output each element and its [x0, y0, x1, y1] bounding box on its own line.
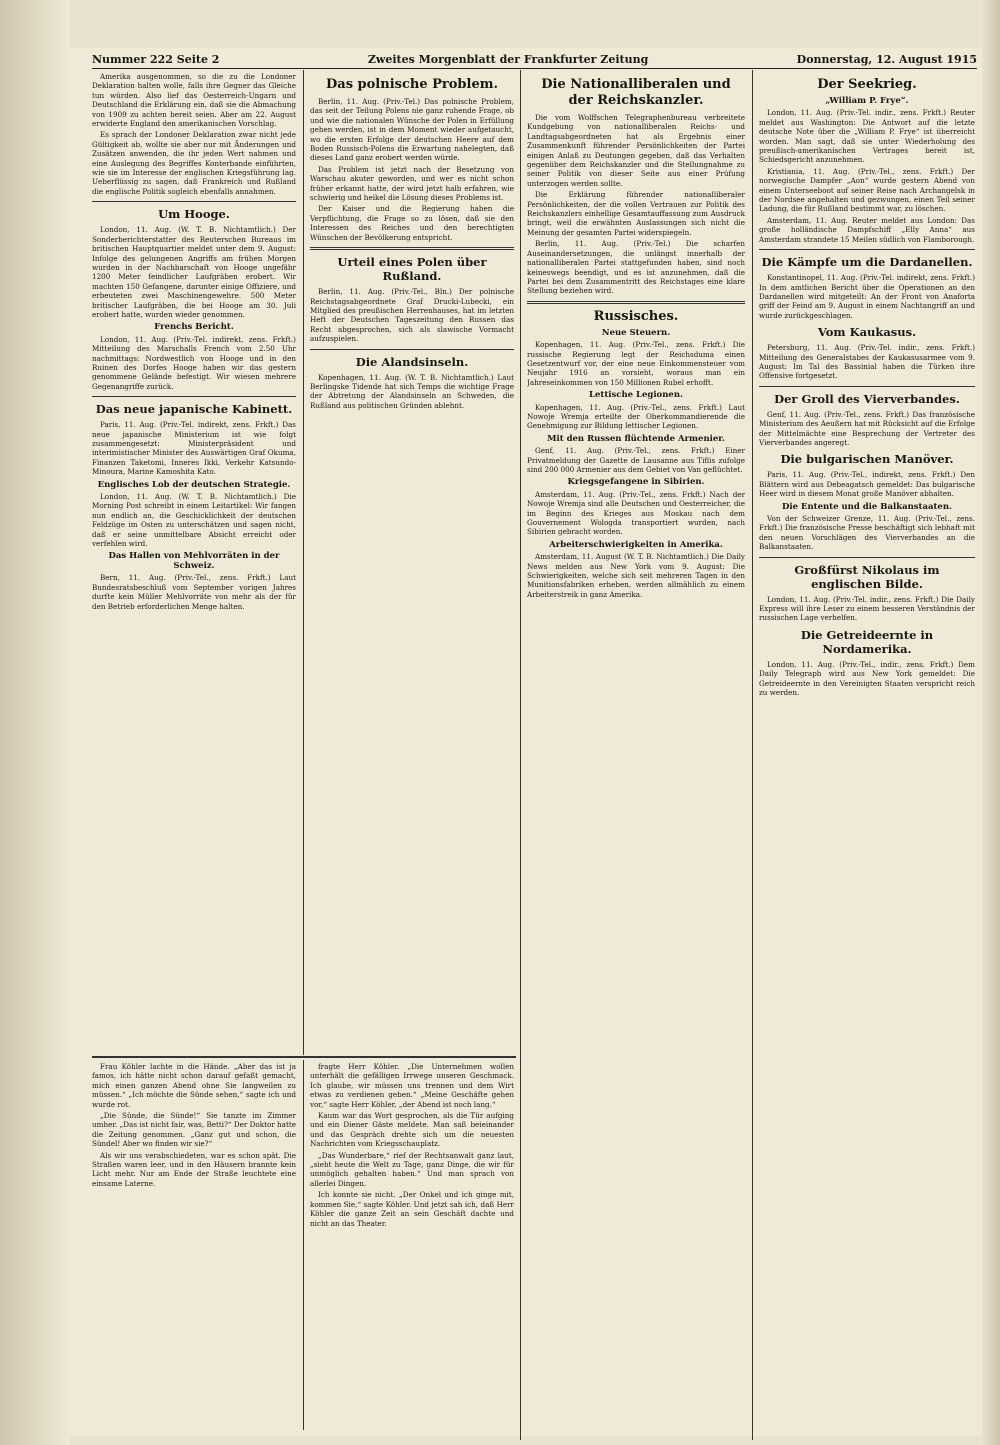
feuilleton-text: „Die Sünde, die Sünde!“ Sie tanzte im Zimmer umher. „Das ist nicht fair, was, Betti?“ Der Doktor hatte die Zeitung genommen. „Ganz gut und schon, die Sündel! Aber wo finden wir sie?“ [92, 1111, 296, 1149]
article-text: Amsterdam, 11. Aug. Reuter meldet aus London: Das große holländische Dampfschiff „Elly Anna“ aus Amsterdam strandete 15 Meilen südlich von Flamborough. [759, 215, 975, 244]
divider [310, 349, 514, 350]
article-heading: Um Hooge. [158, 207, 230, 222]
divider [92, 201, 296, 202]
article-heading: Der Seekrieg. [817, 77, 917, 92]
divider [92, 396, 296, 397]
article-subheading: Kriegsgefangene in Sibirien. [567, 477, 705, 488]
article-heading: Die Kämpfe um die Dardanellen. [761, 255, 973, 270]
column-1 [92, 72, 296, 1057]
article-text: London, 11. Aug. (W. T. B. Nichtamtlich.) Die Morning Post schreibt in einem Leitartikel: Wir fangen nun endlich an, die Geschicklichkeit der deutschen Feldzüge im Osten zu unterschätzen und sagen nicht, daß er seine unmittelbare Absicht erreicht oder verfehlen wird. [92, 492, 296, 549]
column-3 [527, 72, 745, 1432]
feuilleton-text: „Das Wunderbare,“ rief der Rechtsanwalt ganz laut, „sieht heute die Welt zu Tage, ganz Dinge, die wir für unmöglich gehalten haben.“ Und man sprach von allerlei Dingen. [310, 1150, 514, 1188]
feuilleton-text: Ich konnte sie nicht. „Der Onkel und ich ginge mit, kommen Sie,“ sagte Köhler. Und jetzt sah ich, daß Herr Köhler die ganze Zeit an sein Geschäft dachte und nicht an das Theater. [310, 1190, 514, 1228]
article-heading: Die Nationalliberalen und der Reichskanzler. [541, 77, 731, 108]
column-rule [303, 70, 304, 1055]
article-text: Kristiania, 11. Aug. (Priv.-Tel., zens. Frkft.) Der norwegische Dampfer „Aon“ wurde gestern Abend von einem Unterseeboot auf seiner Reise nach Archangelsk in der Nordsee angehalten und gezwungen, einen Teil seiner Ladung, die für Rußland bestimmt war, zu löschen. [759, 166, 975, 214]
article-heading: Die Getreideernte in Nordamerika. [800, 627, 934, 656]
column-rule [303, 1060, 304, 1430]
article-text: Die Erklärung führender nationalliberaler Persönlichkeiten, der die vollen Vertrauen zur Politik des Reichskanzlers einhellige Gesamtauffassung zum Ausdruck bringt, weil die erwähnten Auslassungen sich nicht die Meinung der gesamten Partei widerspiegeln. [527, 190, 745, 237]
article-text: Die vom Wolffschen Telegraphenbureau verbreitete Kundgebung von nationalliberalen Reichs- und Landtagsabgeordneten hat als Ergebnis einer Zusammenkunft führender Persönlichkeiten der Partei einigen Anlaß zu Deutungen gegeben, daß das Verhalten gegenüber dem Reichskanzler und die Stellungnahme zu seiner Politik von dieser Seite aus einer Prüfung unterzogen werden sollte. [527, 113, 745, 188]
article-text: London, 11. Aug. (Priv.-Tel. indir., zens. Frkft.) Reuter meldet aus Washington: Die Antwort auf die letzte deutsche Note über die „William P. Frye“ ist überreicht worden. Man sagt, daß sie unter Wiederholung des preußisch-amerikanischen Vertrages bereit ist, Schiedsgericht anzunehmen. [759, 108, 975, 165]
article-text: Amerika ausgenommen, so die zu die Londoner Deklaration halten wolle, falls ihre Gegner das Gleiche tun würden. Also lief das Oesterreich-Ungarn und Deutschland die Erklärung ein, daß sie die Abmachung von 1909 zu achten bereit seien. Aber am 22. August erwiderte England den amerikanischen Vorschlag. [92, 72, 296, 129]
article-text: London, 11. Aug. (Priv.-Tel. indirekt, zens. Frkft.) Mitteilung des Marschalls French vom 2.50 Uhr nachmittags: Nordwestlich von Hooge und in den Ruinen des Dorfes Hooge haben wir das gestern genommene Gelände befestigt. Wir wiesen mehrere Gegenangriffe zurück. [92, 334, 296, 391]
divider [759, 249, 975, 250]
article-text: Paris, 11. Aug. (Priv.-Tel., indirekt, zens. Frkft.) Den Blättern wird aus Debeagatsch gemeldet: Das bulgarische Heer wird in diesem Monat große Manöver abhalten. [759, 470, 975, 499]
header-center: Zweites Morgenblatt der Frankfurter Zeitung [367, 52, 649, 66]
article-heading: Das neue japanische Kabinett. [95, 402, 293, 417]
page-header [92, 50, 977, 69]
feuilleton-text: fragte Herr Köhler. „Die Unternehmen wollen unterhält die gefälligen Irrwege unseren Geschmack. Ich glaube, wir müssen uns trennen und dem Wirt etwas zu verdienen geben.“ „Meine Geschäfte gehen vor,“ sagte Herr Köhler, „der Abend ist noch lang.“ [310, 1062, 514, 1109]
article-heading: Russisches. [593, 308, 679, 324]
article-text: Genf, 11. Aug. (Priv.-Tel., zens. Frkft.) Das französische Ministerium des Aeußern hat mit Rücksicht auf die Erfolge der Mittelmächte eine Besprechung der Vertreter des Vierverbandes angeregt. [759, 409, 975, 447]
feuilleton-text: Kaum war das Wort gesprochen, als die Tür aufging und ein Diener Gäste meldete. Man saß beieinander und das Gespräch drehte sich um die neuesten Nachrichten vom Kriegsschauplatz. [310, 1111, 514, 1149]
article-text: Berlin, 11. Aug. (Priv.-Tel.) Die scharfen Auseinandersetzungen, die unlängst innerhalb der nationalliberalen Partei stattgefunden haben, sind noch keineswegs beendigt, und es ist anzunehmen, daß die Partei bei dem Zusammentritt des Reichstages eine klare Stellung beziehen wird. [527, 239, 745, 296]
article-text: Von der Schweizer Grenze, 11. Aug. (Priv.-Tel., zens. Frkft.) Die französische Presse beschäftigt sich lebhaft mit den neuen Vorschlägen des Vierverbandes an die Balkanstaaten. [759, 514, 975, 552]
article-text: Amsterdam, 11. August (W. T. B. Nichtamtlich.) Die Daily News melden aus New York vom 9. August: Die Schwierigkeiten, welche sich seit mehreren Tagen in den Munitionsfabriken erheben, werden allmählich zu einem Arbeiterstreik in ganz Amerika. [527, 552, 745, 599]
page-edge [982, 0, 1000, 1445]
column-2 [310, 72, 514, 1057]
column-rule [520, 70, 521, 1440]
article-heading: Die Alandsinseln. [355, 354, 469, 369]
book-binding [0, 0, 70, 1445]
feuilleton-text: Als wir uns verabschiedeten, war es schon spät. Die Straßen waren leer, und in den Häusern brannte kein Licht mehr. Nur am Ende der Straße leuchtete eine einsame Laterne. [92, 1150, 296, 1188]
divider [759, 557, 975, 558]
article-text: Berlin, 11. Aug. (Priv.-Tel.) Das polnische Problem, das seit der Teilung Polens nie ganz ruhende Frage, ob und wie die nationalen Wünsche der Polen in Erfüllung gehen werden, ist in dem Moment wieder aufgetaucht, wo die ersten Erfolge der deutschen Heere auf dem Boden Russisch-Polens die Erwartung nahelegten, daß dieses Land ganz erobert werden würde. [310, 97, 514, 163]
feuilleton-column-1 [92, 1062, 296, 1432]
column-rule [752, 70, 753, 1440]
article-text: London, 11. Aug. (Priv.-Tel., indir., zens. Frkft.) Dem Daily Telegraph wird aus New York gemeldet: Die Getreideernte in den Vereinigten Staaten verspricht reich zu werden. [759, 659, 975, 698]
column-4 [759, 72, 975, 1432]
divider [527, 301, 745, 304]
article-text: Genf, 11. Aug. (Priv.-Tel., zens. Frkft.) Einer Privatmeldung der Gazette de Lausanne aus Tiflis zufolge sind 200 000 Armenier aus dem Gebiet von Van geflüchtet. [527, 446, 745, 474]
divider [759, 386, 975, 387]
article-subheading: Arbeiterschwierigkeiten in Amerika. [549, 539, 723, 550]
article-subheading: Mit den Russen flüchtende Armenier. [547, 433, 725, 444]
article-text: London, 11. Aug. (Priv.-Tel. indir., zens. Frkft.) Die Daily Express will ihre Leser zu einem besseren Verständnis der russischen Lage verhelfen. [759, 594, 975, 623]
article-subheading: Das Hallen von Mehlvorräten in der Schweiz. [108, 551, 280, 571]
article-text: Das Problem ist jetzt nach der Besetzung von Warschau akuter geworden, und wer es nicht schon früher erkannt hatte, der wird jetzt halb erfahren, wie schwierig und heikel die Lösung dieses Problems ist. [310, 164, 514, 203]
article-text: Kopenhagen, 11. Aug. (Priv.-Tel., zens. Frkft.) Laut Nowoje Wremja erteilte der Oberkommandierende die Genehmigung zur Bildung lettischer Legionen. [527, 402, 745, 431]
article-subheading: Die Entente und die Balkanstaaten. [782, 501, 952, 512]
article-subheading: Neue Steuern. [601, 327, 671, 338]
feuilleton-rule [92, 1056, 516, 1058]
article-subheading: Frenchs Bericht. [154, 322, 234, 333]
article-heading: Das polnische Problem. [326, 77, 498, 92]
article-text: Der Kaiser und die Regierung haben die Verpflichtung, die Frage so zu lösen, daß sie den Interessen des Reiches und den berechtigten Wünschen der Bevölkerung entspricht. [310, 204, 514, 242]
article-text: Berlin, 11. Aug. (Priv.-Tel., Bln.) Der polnische Reichstagsabgeordnete Graf Drucki-Lubecki, ein Mitglied des preußischen Herrenhauses, hat im letzten Heft der Deutschen Tageszeitung den Russen das Recht abgesprochen, sich als slawische Vormacht aufzuspielen. [310, 287, 514, 344]
article-text: London, 11. Aug. (W. T. B. Nichtamtlich.) Der Sonderberichterstatter des Reuterschen Bureaus im britischen Hauptquartier meldet unter dem 9. August: Infolge des gelungenen Angriffs am frühen Morgen wurden in der Nachbarschaft von Hooge ungefähr 1200 Meter feindlicher Laufgräben erobert. Wir machten 150 Gefangene, darunter einige Offiziere, und erbeuteten zwei Maschinengewehre. 500 Meter britischer Laufgräben, die bei Hooge am 30. Juli erobert hatte, wurden wieder genommen. [92, 225, 296, 319]
header-left: Nummer 222 Seite 2 [92, 52, 220, 66]
article-subheading: „William P. Frye“. [825, 96, 909, 106]
feuilleton-column-2 [310, 1062, 514, 1432]
article-text: Petersburg, 11. Aug. (Priv.-Tel. indir., zens. Frkft.) Mitteilung des Generalstabes der Kaukasusarmee vom 9. August: Im Tal des Bassinial haben die Türken ihre Offensive fortgesetzt. [759, 343, 975, 381]
article-text: Kopenhagen, 11. Aug. (Priv.-Tel., zens. Frkft.) Die russische Regierung legt der Reichsduma einen Gesetzentwurf vor, der eine neue Einkommensteuer vom Neujahr 1916 an vorsieht, woraus man ein Jahreseinkommen von 150 Millionen Rubel erhofft. [527, 340, 745, 387]
article-text: Bern, 11. Aug. (Priv.-Tel., zens. Frkft.) Laut Bundesratsbeschluß vom September vorigen Jahres durfte kein Müller Mehlvorräte von mehr als der für den Betrieb erforderlichen Menge halten. [92, 573, 296, 611]
article-text: Konstantinopel, 11. Aug. (Priv.-Tel. indirekt, zens. Frkft.) In dem amtlichen Bericht über die Operationen an den Dardanellen wird mitgeteilt: An der Front von Anaforta griff der Feind am 9. August in einem Nachtangriff an und wurde zurückgeschlagen. [759, 273, 975, 320]
article-text: Kopenhagen, 11. Aug. (W. T. B. Nichtamtlich.) Laut Berlingske Tidende hat sich Temps die wichtige Frage der Abtretung der Alandsinseln an Schweden, die Rußland aus politischen Gründen ablehnt. [310, 372, 514, 410]
feuilleton-text: Frau Köhler lachte in die Hände. „Aber das ist ja famos, ich hätte nicht schon darauf gefaßt gemacht, mich einen ganzen Abend ohne Sie langweilen zu müssen.“ „Ich möchte die Sünde sehen,“ sagte ich und wurde rot. [92, 1062, 296, 1109]
article-heading: Urteil eines Polen über Rußland. [337, 255, 487, 284]
article-subheading: Lettische Legionen. [589, 390, 683, 401]
article-text: Paris, 11. Aug. (Priv.-Tel. indirekt, zens. Frkft.) Das neue japanische Ministerium ist wie folgt zusammengesetzt: Ministerpräsident und interimistischer Minister des Auswärtigen Graf Okuma, Finanzen Taketomi, Inneres Ikki, Verkehr Katsundo-Minoura, Marine Kamoshita Kato. [92, 420, 296, 477]
article-heading: Vom Kaukasus. [817, 325, 917, 340]
article-heading: Die bulgarischen Manöver. [780, 452, 954, 467]
header-right: Donnerstag, 12. August 1915 [796, 52, 977, 66]
article-heading: Großfürst Nikolaus im englischen Bilde. [794, 562, 940, 591]
divider [310, 247, 514, 250]
article-text: Amsterdam, 11. Aug. (Priv.-Tel., zens. Frkft.) Nach der Nowoje Wremja sind alle Deutschen und Oesterreicher, die im Beginn des Krieges aus Moskau nach dem Gouvernement Wologda transportiert wurden, nach Sibirien gebracht worden. [527, 489, 745, 537]
article-subheading: Englisches Lob der deutschen Strategie. [97, 479, 291, 490]
article-heading: Der Groll des Vierverbandes. [774, 391, 960, 406]
article-text: Es sprach der Londoner Deklaration zwar nicht jede Gültigkeit ab, wollte sie aber nur mit Änderungen und Zusätzen anwenden, die ihr jeden Wert nahmen und eine Auslegung des Begriffes Konterbande einführten, wie sie im Interesse der englischen Kriegsführung lag. Ueberflüssig zu sagen, daß Frankreich und Rußland die englische Politik sogleich ebenfalls annahmen. [92, 130, 296, 196]
